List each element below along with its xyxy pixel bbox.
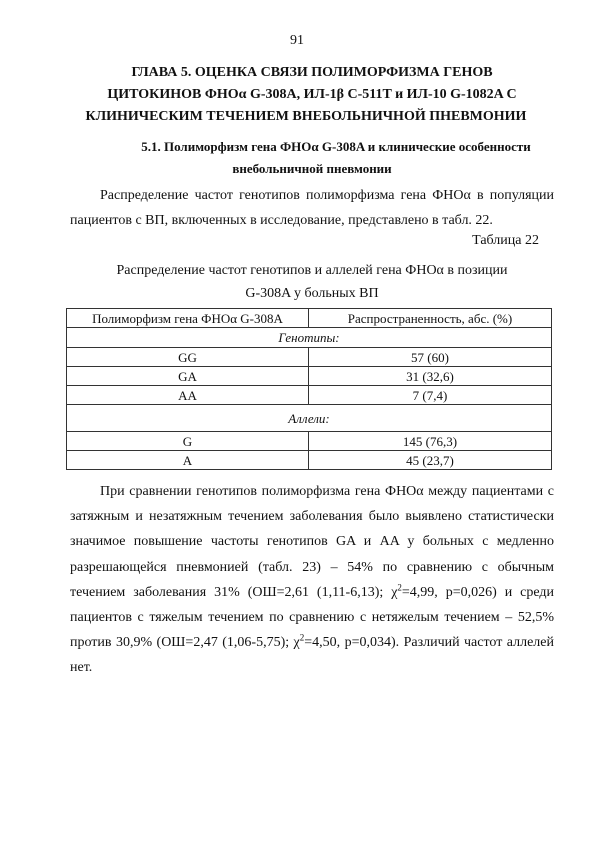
genotype-name: AA: [67, 386, 309, 405]
table-row: [67, 386, 552, 405]
table-row: [67, 367, 552, 386]
allele-value: 45 (23,7): [309, 451, 552, 470]
allele-name: A: [67, 451, 309, 470]
results-paragraph: [70, 479, 554, 681]
results-text: =4,99, p=0,026) и среди пациентов с тяжелым течением по сравнению с нетяжелым течением – 52,5% против 30,9% (ОШ=2,47 (1,06-5,75); χ: [70, 584, 554, 651]
allele-name: G: [67, 432, 309, 451]
superscript: 2: [299, 632, 305, 643]
table-caption-line: G-308A у больных ВП: [245, 286, 379, 301]
allele-value: 145 (76,3): [309, 432, 552, 451]
genotypes-label: Генотипы:: [67, 328, 552, 348]
section-title-line: 5.1. Полиморфизм гена ФНОα G-308A и клинические особенности: [141, 139, 531, 154]
chapter-title-line: ГЛАВА 5. ОЦЕНКА СВЯЗИ ПОЛИМОРФИЗМА ГЕНОВ: [131, 65, 493, 80]
results-text: =4,50, p=0,034). Различий частот аллелей нет.: [70, 635, 554, 676]
section-title-line: внебольничной пневмонии: [232, 161, 392, 176]
genotype-frequency-table: [66, 308, 552, 470]
genotype-value: 57 (60): [309, 348, 552, 367]
results-text: При сравнении генотипов полиморфизма гена ФНОα между пациентами с затяжным и незатяжным течением заболевания было выявлено статистически значимое повышение частоты генотипов GA и AA у больных с медленно разрешающейся пневмонией (табл. 23) – 54% по сравнению с обычным течением заболевания 31% (ОШ=2,61 (1,11-6,13); χ: [70, 484, 554, 600]
table-label: Таблица 22: [472, 233, 539, 248]
table-header-cell: Распространенность, абс. (%): [309, 309, 552, 328]
alleles-label: Аллели:: [67, 405, 552, 432]
table-group-row: [67, 405, 552, 432]
chapter-title: [70, 62, 554, 128]
chapter-title-line: КЛИНИЧЕСКИМ ТЕЧЕНИЕМ ВНЕБОЛЬНИЧНОЙ ПНЕВМОНИИ: [85, 109, 527, 124]
table-header-cell: Полиморфизм гена ФНОα G-308А: [67, 309, 309, 328]
chapter-title-line: ЦИТОКИНОВ ФНОα G-308A, ИЛ-1β C-511T и ИЛ-10 G-1082A С: [107, 87, 517, 102]
genotype-name: GG: [67, 348, 309, 367]
intro-paragraph: Распределение частот генотипов полиморфизма гена ФНОα в популяции пациентов с ВП, включенных в исследование, представлено в табл. 22.: [70, 188, 554, 228]
page-number: 91: [290, 33, 304, 48]
table-row: [67, 432, 552, 451]
table-row: [67, 348, 552, 367]
table-header-row: [67, 309, 552, 328]
table-caption: [70, 259, 554, 305]
superscript: 2: [397, 582, 402, 593]
genotype-value: 31 (32,6): [309, 367, 552, 386]
table-group-row: [67, 328, 552, 348]
section-title: [70, 136, 554, 180]
genotype-value: 7 (7,4): [309, 386, 552, 405]
table-row: [67, 451, 552, 470]
genotype-name: GA: [67, 367, 309, 386]
table-caption-line: Распределение частот генотипов и аллелей гена ФНОα в позиции: [116, 263, 508, 278]
